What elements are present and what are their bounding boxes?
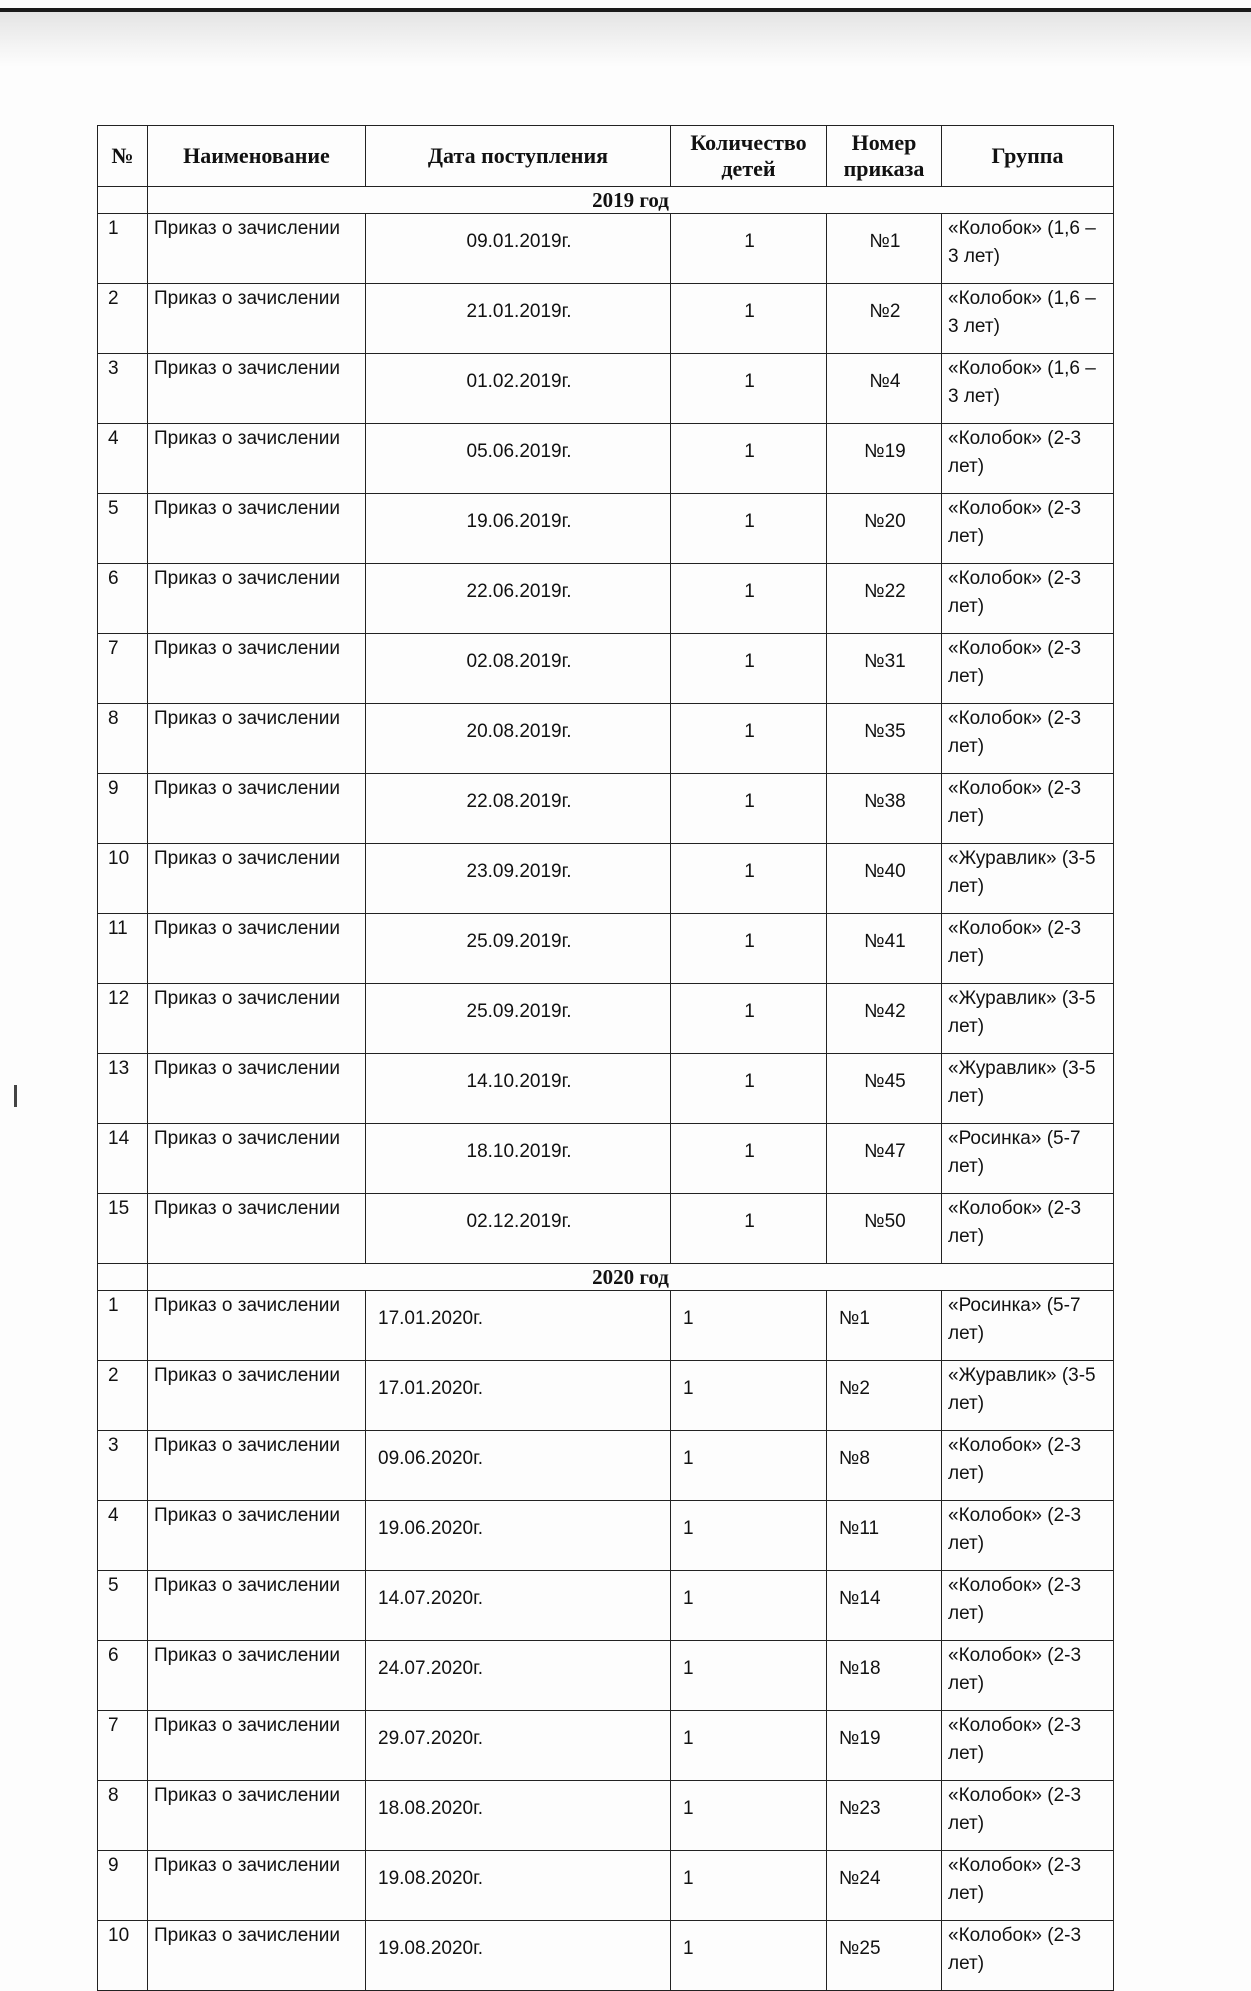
children-count-cell: 1 xyxy=(671,1194,827,1264)
group-name-cell: «Колобок» (2-3 лет) xyxy=(942,1851,1114,1921)
children-count-cell: 1 xyxy=(671,914,827,984)
row-number-cell: 3 xyxy=(98,354,148,424)
table-row xyxy=(98,704,1114,774)
table-body xyxy=(98,187,1114,1991)
group-name-cell: «Росинка» (5-7 лет) xyxy=(942,1291,1114,1361)
row-number-cell: 10 xyxy=(98,844,148,914)
table-row xyxy=(98,1641,1114,1711)
group-name-cell: «Колобок» (2-3 лет) xyxy=(942,1781,1114,1851)
admission-date-cell: 18.08.2020г. xyxy=(366,1781,671,1851)
year-row-blank-cell xyxy=(98,1264,148,1291)
year-heading: 2020 год xyxy=(148,1264,1114,1291)
header-name: Наименование xyxy=(148,126,366,187)
children-count-cell: 1 xyxy=(671,354,827,424)
admission-date-cell: 20.08.2019г. xyxy=(366,704,671,774)
children-count-cell: 1 xyxy=(671,1431,827,1501)
group-name-cell: «Колобок» (2-3 лет) xyxy=(942,1501,1114,1571)
admission-date-cell: 29.07.2020г. xyxy=(366,1711,671,1781)
admission-date-cell: 02.12.2019г. xyxy=(366,1194,671,1264)
order-name-cell: Приказ о зачислении xyxy=(148,1361,366,1431)
order-number-cell: №22 xyxy=(827,564,942,634)
order-number-cell: №4 xyxy=(827,354,942,424)
table-row xyxy=(98,354,1114,424)
admission-date-cell: 01.02.2019г. xyxy=(366,354,671,424)
children-count-cell: 1 xyxy=(671,1501,827,1571)
order-name-cell: Приказ о зачислении xyxy=(148,424,366,494)
table-row xyxy=(98,214,1114,284)
order-number-cell: №40 xyxy=(827,844,942,914)
table-row xyxy=(98,774,1114,844)
children-count-cell: 1 xyxy=(671,704,827,774)
row-number-cell: 4 xyxy=(98,424,148,494)
group-name-cell: «Колобок» (2-3 лет) xyxy=(942,564,1114,634)
order-number-cell: №19 xyxy=(827,1711,942,1781)
row-number-cell: 5 xyxy=(98,494,148,564)
order-number-cell: №1 xyxy=(827,1291,942,1361)
order-name-cell: Приказ о зачислении xyxy=(148,1641,366,1711)
order-name-cell: Приказ о зачислении xyxy=(148,634,366,704)
enrollment-orders-table xyxy=(97,125,1114,1991)
group-name-cell: «Журавлик» (3-5 лет) xyxy=(942,984,1114,1054)
order-number-cell: №50 xyxy=(827,1194,942,1264)
admission-date-cell: 24.07.2020г. xyxy=(366,1641,671,1711)
children-count-cell: 1 xyxy=(671,1641,827,1711)
order-number-cell: №1 xyxy=(827,214,942,284)
admission-date-cell: 22.06.2019г. xyxy=(366,564,671,634)
table-row xyxy=(98,424,1114,494)
group-name-cell: «Колобок» (2-3 лет) xyxy=(942,494,1114,564)
children-count-cell: 1 xyxy=(671,494,827,564)
children-count-cell: 1 xyxy=(671,1571,827,1641)
order-number-cell: №11 xyxy=(827,1501,942,1571)
enrollment-table-container xyxy=(97,125,1113,1991)
order-number-cell: №2 xyxy=(827,284,942,354)
order-name-cell: Приказ о зачислении xyxy=(148,704,366,774)
table-row xyxy=(98,1194,1114,1264)
row-number-cell: 1 xyxy=(98,1291,148,1361)
children-count-cell: 1 xyxy=(671,564,827,634)
order-name-cell: Приказ о зачислении xyxy=(148,1501,366,1571)
children-count-cell: 1 xyxy=(671,424,827,494)
group-name-cell: «Колобок» (1,6 – 3 лет) xyxy=(942,214,1114,284)
group-name-cell: «Колобок» (2-3 лет) xyxy=(942,1431,1114,1501)
year-heading: 2019 год xyxy=(148,187,1114,214)
row-number-cell: 7 xyxy=(98,1711,148,1781)
order-number-cell: №45 xyxy=(827,1054,942,1124)
order-name-cell: Приказ о зачислении xyxy=(148,354,366,424)
admission-date-cell: 02.08.2019г. xyxy=(366,634,671,704)
group-name-cell: «Колобок» (2-3 лет) xyxy=(942,634,1114,704)
row-number-cell: 2 xyxy=(98,1361,148,1431)
order-name-cell: Приказ о зачислении xyxy=(148,1711,366,1781)
order-name-cell: Приказ о зачислении xyxy=(148,564,366,634)
children-count-cell: 1 xyxy=(671,1851,827,1921)
header-num: № xyxy=(98,126,148,187)
admission-date-cell: 17.01.2020г. xyxy=(366,1361,671,1431)
order-name-cell: Приказ о зачислении xyxy=(148,844,366,914)
row-number-cell: 1 xyxy=(98,214,148,284)
group-name-cell: «Колобок» (2-3 лет) xyxy=(942,914,1114,984)
order-name-cell: Приказ о зачислении xyxy=(148,1431,366,1501)
children-count-cell: 1 xyxy=(671,1781,827,1851)
children-count-cell: 1 xyxy=(671,1291,827,1361)
children-count-cell: 1 xyxy=(671,634,827,704)
group-name-cell: «Журавлик» (3-5 лет) xyxy=(942,1361,1114,1431)
admission-date-cell: 14.10.2019г. xyxy=(366,1054,671,1124)
order-number-cell: №35 xyxy=(827,704,942,774)
row-number-cell: 4 xyxy=(98,1501,148,1571)
order-number-cell: №41 xyxy=(827,914,942,984)
year-row-blank-cell xyxy=(98,187,148,214)
order-name-cell: Приказ о зачислении xyxy=(148,494,366,564)
table-row xyxy=(98,1781,1114,1851)
row-number-cell: 7 xyxy=(98,634,148,704)
order-number-cell: №23 xyxy=(827,1781,942,1851)
row-number-cell: 6 xyxy=(98,564,148,634)
group-name-cell: «Журавлик» (3-5 лет) xyxy=(942,1054,1114,1124)
group-name-cell: «Колобок» (2-3 лет) xyxy=(942,1194,1114,1264)
table-row xyxy=(98,1501,1114,1571)
order-name-cell: Приказ о зачислении xyxy=(148,774,366,844)
row-number-cell: 14 xyxy=(98,1124,148,1194)
order-number-cell: №19 xyxy=(827,424,942,494)
order-name-cell: Приказ о зачислении xyxy=(148,1781,366,1851)
admission-date-cell: 18.10.2019г. xyxy=(366,1124,671,1194)
order-name-cell: Приказ о зачислении xyxy=(148,1571,366,1641)
order-number-cell: №20 xyxy=(827,494,942,564)
table-row xyxy=(98,984,1114,1054)
order-name-cell: Приказ о зачислении xyxy=(148,1194,366,1264)
row-number-cell: 6 xyxy=(98,1641,148,1711)
order-name-cell: Приказ о зачислении xyxy=(148,914,366,984)
table-row xyxy=(98,564,1114,634)
header-count: Количество детей xyxy=(671,126,827,187)
table-row xyxy=(98,1711,1114,1781)
children-count-cell: 1 xyxy=(671,1711,827,1781)
scan-bleed-through xyxy=(0,12,1251,67)
order-name-cell: Приказ о зачислении xyxy=(148,1124,366,1194)
children-count-cell: 1 xyxy=(671,984,827,1054)
children-count-cell: 1 xyxy=(671,774,827,844)
row-number-cell: 5 xyxy=(98,1571,148,1641)
order-name-cell: Приказ о зачислении xyxy=(148,284,366,354)
table-row xyxy=(98,284,1114,354)
table-row xyxy=(98,844,1114,914)
table-row xyxy=(98,1431,1114,1501)
table-row xyxy=(98,1124,1114,1194)
group-name-cell: «Колобок» (1,6 – 3 лет) xyxy=(942,284,1114,354)
group-name-cell: «Росинка» (5-7 лет) xyxy=(942,1124,1114,1194)
admission-date-cell: 19.06.2020г. xyxy=(366,1501,671,1571)
children-count-cell: 1 xyxy=(671,1921,827,1991)
table-row xyxy=(98,1291,1114,1361)
order-number-cell: №42 xyxy=(827,984,942,1054)
header-group: Группа xyxy=(942,126,1114,187)
order-number-cell: №14 xyxy=(827,1571,942,1641)
row-number-cell: 10 xyxy=(98,1921,148,1991)
group-name-cell: «Колобок» (2-3 лет) xyxy=(942,1921,1114,1991)
children-count-cell: 1 xyxy=(671,844,827,914)
order-name-cell: Приказ о зачислении xyxy=(148,214,366,284)
order-name-cell: Приказ о зачислении xyxy=(148,984,366,1054)
order-number-cell: №25 xyxy=(827,1921,942,1991)
group-name-cell: «Колобок» (2-3 лет) xyxy=(942,1711,1114,1781)
year-section-row xyxy=(98,187,1114,214)
table-row xyxy=(98,1571,1114,1641)
order-name-cell: Приказ о зачислении xyxy=(148,1054,366,1124)
children-count-cell: 1 xyxy=(671,1361,827,1431)
order-name-cell: Приказ о зачислении xyxy=(148,1921,366,1991)
row-number-cell: 8 xyxy=(98,704,148,774)
admission-date-cell: 21.01.2019г. xyxy=(366,284,671,354)
admission-date-cell: 19.06.2019г. xyxy=(366,494,671,564)
table-row xyxy=(98,1054,1114,1124)
table-header-row xyxy=(98,126,1114,187)
admission-date-cell: 09.01.2019г. xyxy=(366,214,671,284)
admission-date-cell: 25.09.2019г. xyxy=(366,984,671,1054)
year-section-row xyxy=(98,1264,1114,1291)
admission-date-cell: 05.06.2019г. xyxy=(366,424,671,494)
table-row xyxy=(98,494,1114,564)
order-number-cell: №18 xyxy=(827,1641,942,1711)
order-number-cell: №31 xyxy=(827,634,942,704)
row-number-cell: 2 xyxy=(98,284,148,354)
table-row xyxy=(98,634,1114,704)
table-row xyxy=(98,914,1114,984)
group-name-cell: «Колобок» (1,6 – 3 лет) xyxy=(942,354,1114,424)
admission-date-cell: 22.08.2019г. xyxy=(366,774,671,844)
children-count-cell: 1 xyxy=(671,1054,827,1124)
order-name-cell: Приказ о зачислении xyxy=(148,1291,366,1361)
admission-date-cell: 14.07.2020г. xyxy=(366,1571,671,1641)
row-number-cell: 3 xyxy=(98,1431,148,1501)
admission-date-cell: 19.08.2020г. xyxy=(366,1851,671,1921)
row-number-cell: 8 xyxy=(98,1781,148,1851)
table-row xyxy=(98,1921,1114,1991)
header-date: Дата поступления xyxy=(366,126,671,187)
order-number-cell: №8 xyxy=(827,1431,942,1501)
order-number-cell: №2 xyxy=(827,1361,942,1431)
header-order: Номер приказа xyxy=(827,126,942,187)
admission-date-cell: 25.09.2019г. xyxy=(366,914,671,984)
group-name-cell: «Колобок» (2-3 лет) xyxy=(942,774,1114,844)
group-name-cell: «Колобок» (2-3 лет) xyxy=(942,704,1114,774)
group-name-cell: «Колобок» (2-3 лет) xyxy=(942,1641,1114,1711)
row-number-cell: 11 xyxy=(98,914,148,984)
row-number-cell: 9 xyxy=(98,1851,148,1921)
row-number-cell: 12 xyxy=(98,984,148,1054)
scan-mark xyxy=(14,1085,17,1107)
row-number-cell: 9 xyxy=(98,774,148,844)
order-number-cell: №38 xyxy=(827,774,942,844)
order-number-cell: №24 xyxy=(827,1851,942,1921)
group-name-cell: «Колобок» (2-3 лет) xyxy=(942,1571,1114,1641)
order-number-cell: №47 xyxy=(827,1124,942,1194)
table-row xyxy=(98,1851,1114,1921)
admission-date-cell: 23.09.2019г. xyxy=(366,844,671,914)
row-number-cell: 15 xyxy=(98,1194,148,1264)
children-count-cell: 1 xyxy=(671,284,827,354)
admission-date-cell: 17.01.2020г. xyxy=(366,1291,671,1361)
group-name-cell: «Колобок» (2-3 лет) xyxy=(942,424,1114,494)
admission-date-cell: 09.06.2020г. xyxy=(366,1431,671,1501)
row-number-cell: 13 xyxy=(98,1054,148,1124)
children-count-cell: 1 xyxy=(671,214,827,284)
table-row xyxy=(98,1361,1114,1431)
children-count-cell: 1 xyxy=(671,1124,827,1194)
admission-date-cell: 19.08.2020г. xyxy=(366,1921,671,1991)
order-name-cell: Приказ о зачислении xyxy=(148,1851,366,1921)
group-name-cell: «Журавлик» (3-5 лет) xyxy=(942,844,1114,914)
